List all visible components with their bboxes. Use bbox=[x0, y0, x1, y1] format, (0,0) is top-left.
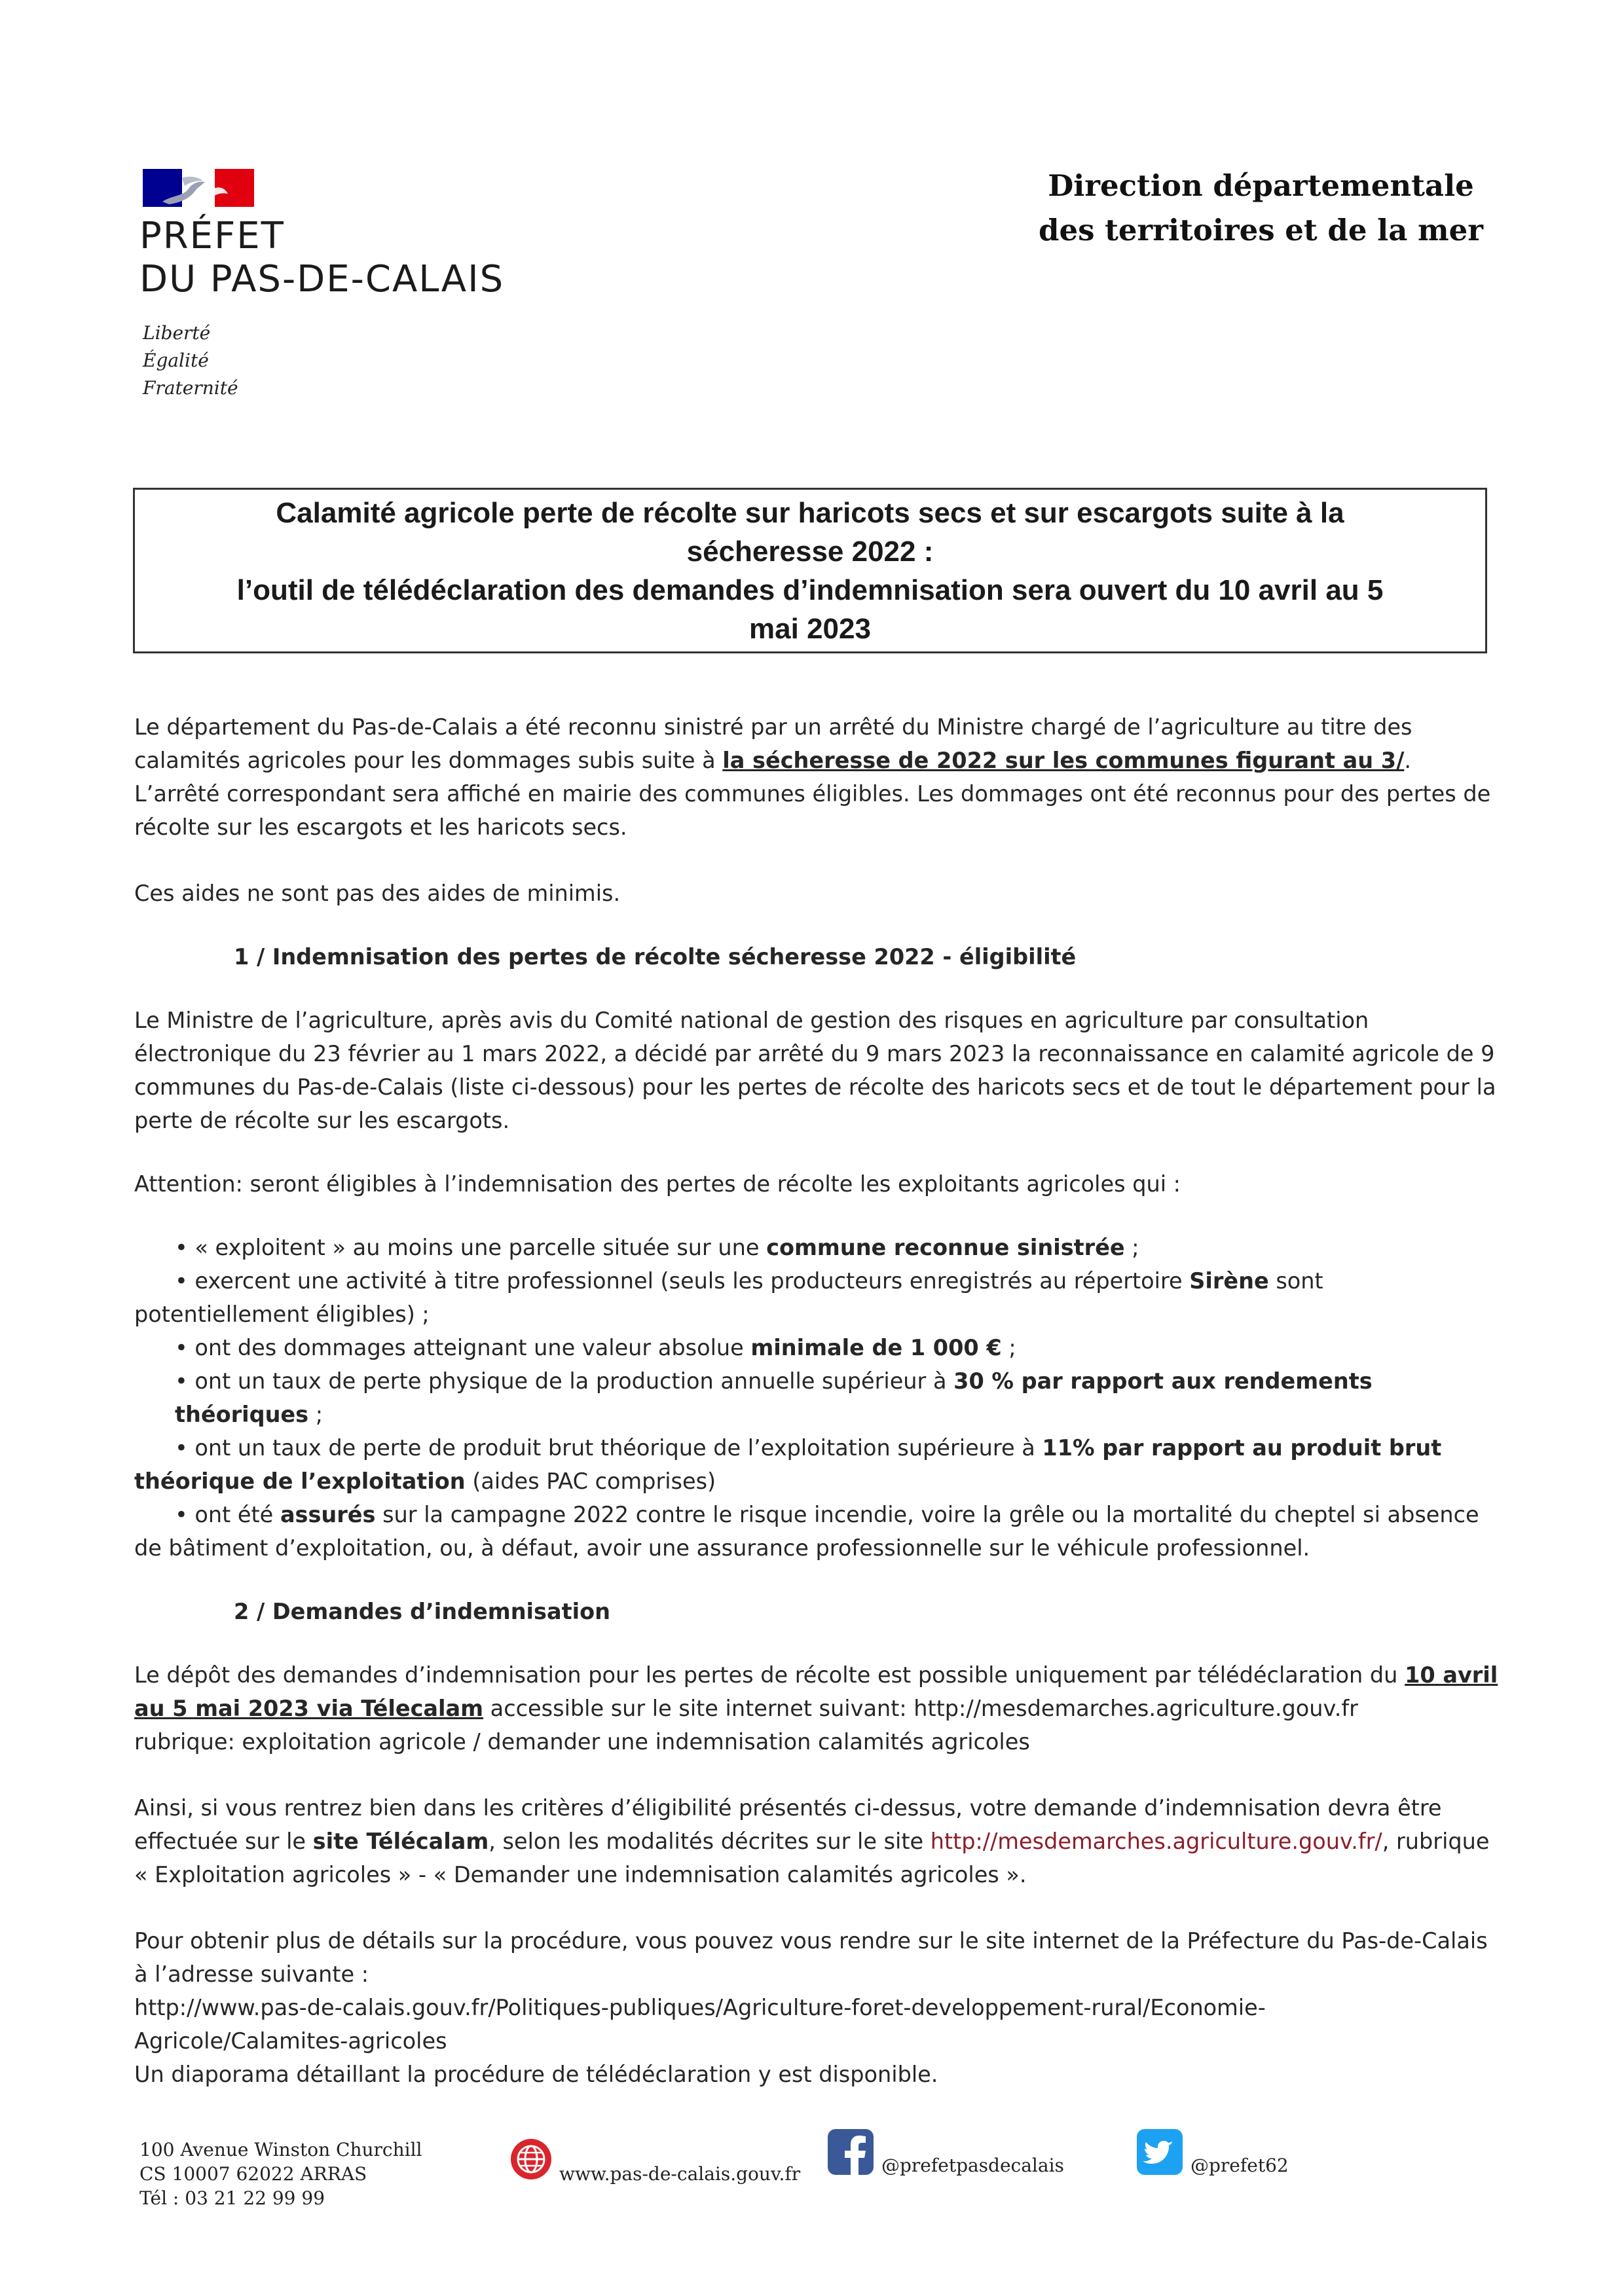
bullet-5-end: (aides PAC comprises) bbox=[465, 1468, 716, 1494]
marianne-logo-icon bbox=[143, 169, 254, 207]
bullet-1-end: ; bbox=[1124, 1235, 1139, 1260]
prefet-line-1: PRÉFET bbox=[139, 215, 285, 257]
deposit-dates-link: 10 avril au 5 mai 2023 via Télecalam bbox=[134, 1662, 1498, 1721]
facebook-icon bbox=[826, 2128, 875, 2176]
devise-fraternite: Fraternité bbox=[143, 377, 238, 399]
globe-icon bbox=[509, 2138, 553, 2181]
eligibility-bullet-4 bbox=[134, 1364, 1500, 1431]
eligibility-bullet-6 bbox=[134, 1498, 1500, 1565]
twitter-icon bbox=[1135, 2128, 1184, 2176]
website-link[interactable]: www.pas-de-calais.gouv.fr bbox=[559, 2163, 801, 2185]
intro-text-end: . L’arrêté correspondant sera affiché en mairie des communes éligibles. Les dommages ont été reconnus pour des pertes de récolte sur les escargots et les haricots secs. bbox=[134, 748, 1491, 840]
bullet-3-end: ; bbox=[1001, 1335, 1016, 1360]
footer-website[interactable] bbox=[509, 2138, 801, 2185]
eligibility-bullet-2 bbox=[134, 1264, 1500, 1331]
footer-facebook[interactable] bbox=[826, 2128, 1064, 2176]
bullet-1-bold: commune reconnue sinistrée bbox=[766, 1235, 1125, 1260]
prefecture-url-line-2[interactable]: Agricole/Calamites-agricoles bbox=[134, 2028, 447, 2054]
bullet-4-end: ; bbox=[308, 1402, 323, 1427]
document-title bbox=[168, 494, 1452, 648]
diaporama-text: Un diaporama détaillant la procédure de télédéclaration y est disponible. bbox=[134, 2062, 938, 2087]
telecalam-text-mid: , selon les modalités décrites sur le site bbox=[489, 1829, 931, 1854]
section2-heading: 2 / Demandes d’indemnisation bbox=[234, 1599, 610, 1624]
twitter-handle[interactable]: @prefet62 bbox=[1190, 2155, 1289, 2176]
title-line-1: Calamité agricole perte de récolte sur haricots secs et sur escargots suite à la bbox=[276, 496, 1344, 529]
eligibility-bullet-1 bbox=[134, 1231, 1500, 1264]
bullet-4-text: • ont un taux de perte physique de la production annuelle supérieur à bbox=[175, 1368, 954, 1394]
telecalam-bold: site Télécalam bbox=[312, 1829, 489, 1854]
prefet-title bbox=[139, 215, 504, 301]
telecalam-text-end: , rubrique « Exploitation agricoles » - « Demander une indemnisation calamités agricoles ». bbox=[134, 1829, 1490, 1887]
devise-liberte: Liberté bbox=[143, 322, 211, 344]
deposit-text-end: accessible sur le site internet suivant: http://mesdemarches.agriculture.gouv.fr bbox=[483, 1696, 1358, 1721]
bullet-5-text: • ont un taux de perte de produit brut théorique de l’exploitation supérieure à bbox=[175, 1435, 1043, 1461]
telecalam-text-start: Ainsi, si vous rentrez bien dans les critères d’éligibilité présentés ci-dessus, votre demande d’indemnisation devra être effectuée sur le bbox=[134, 1795, 1442, 1854]
bullet-3-bold: minimale de 1 000 € bbox=[750, 1335, 1002, 1360]
minimis-paragraph: Ces aides ne sont pas des aides de minimis. bbox=[134, 881, 621, 906]
facebook-handle[interactable]: @prefetpasdecalais bbox=[881, 2155, 1064, 2176]
deposit-text-start: Le dépôt des demandes d’indemnisation pour les pertes de récolte est possible uniquement par télédéclaration du bbox=[134, 1662, 1405, 1688]
prefecture-url-line-1[interactable]: http://www.pas-de-calais.gouv.fr/Politiques-publiques/Agriculture-foret-developpement-rural/Economie- bbox=[134, 1995, 1266, 2020]
intro-communes-link: la sécheresse de 2022 sur les communes figurant au 3/ bbox=[722, 748, 1405, 773]
document-title-box bbox=[133, 488, 1487, 653]
intro-text-start: Le département du Pas-de-Calais a été reconnu sinistré par un arrêté du Ministre chargé de l’agriculture au titre des calamités agricoles pour les dommages subis suite à bbox=[134, 714, 1412, 773]
direction-line-1: Direction départementale bbox=[1048, 168, 1474, 203]
eligibility-bullet-5 bbox=[134, 1431, 1500, 1498]
attention-paragraph: Attention: seront éligibles à l’indemnisation des pertes de récolte les exploitants agricoles qui : bbox=[134, 1171, 1181, 1197]
deposit-paragraph bbox=[134, 1658, 1500, 1758]
bullet-6-text: • ont été bbox=[175, 1502, 280, 1527]
title-line-2: sécheresse 2022 : bbox=[686, 535, 934, 568]
prefecture-text: Pour obtenir plus de détails sur la procédure, vous pouvez vous rendre sur le site internet de la Préfecture du Pas-de-Calais à l’adresse suivante : bbox=[134, 1928, 1488, 1987]
telecalam-paragraph bbox=[134, 1791, 1500, 1891]
address-line-1: 100 Avenue Winston Churchill bbox=[139, 2139, 422, 2160]
footer-twitter[interactable] bbox=[1135, 2128, 1289, 2176]
bullet-2-text: • exercent une activité à titre professionnel (seuls les producteurs enregistrés au répertoire bbox=[175, 1268, 1190, 1294]
section1-paragraph: Le Ministre de l’agriculture, après avis du Comité national de gestion des risques en agriculture par consultation électronique du 23 février au 1 mars 2022, a décidé par arrêté du 9 mars 2023 la reconnaissance en calamité agricole de 9 communes du Pas-de-Calais (liste ci-dessous) pour les pertes de récolte des haricots secs et de tout le département pour la perte de récolte sur les escargots. bbox=[134, 1008, 1496, 1133]
address-phone: Tél : 03 21 22 99 99 bbox=[139, 2187, 325, 2209]
bullet-1-text: • « exploitent » au moins une parcelle située sur une bbox=[175, 1235, 767, 1260]
footer-address bbox=[139, 2138, 422, 2210]
title-line-4: mai 2023 bbox=[749, 612, 871, 645]
mesdemarches-link[interactable]: http://mesdemarches.agriculture.gouv.fr/ bbox=[930, 1829, 1382, 1854]
devise-egalite: Égalité bbox=[143, 350, 209, 371]
document-body bbox=[134, 710, 1500, 2091]
direction-line-2: des territoires et de la mer bbox=[1039, 213, 1483, 247]
direction-heading bbox=[1039, 164, 1483, 253]
eligibility-bullet-3 bbox=[134, 1331, 1500, 1364]
prefecture-paragraph bbox=[134, 1924, 1500, 2091]
deposit-rubrique: rubrique: exploitation agricole / demander une indemnisation calamités agricoles bbox=[134, 1729, 1030, 1755]
intro-paragraph bbox=[134, 710, 1500, 844]
bullet-5-bold: 11% par rapport au produit brut théorique de l’exploitation bbox=[134, 1435, 1442, 1494]
bullet-2-end: sont potentiellement éligibles) ; bbox=[134, 1268, 1323, 1327]
bullet-6-end: sur la campagne 2022 contre le risque incendie, voire la grêle ou la mortalité du cheptel si absence de bâtiment d’exploitation, ou, à défaut, avoir une assurance professionnelle sur le véhicule professionnel. bbox=[134, 1502, 1479, 1561]
bullet-3-text: • ont des dommages atteignant une valeur absolue bbox=[175, 1335, 751, 1360]
bullet-4-bold: 30 % par rapport aux rendements théoriques bbox=[175, 1368, 1373, 1427]
devise bbox=[143, 319, 238, 402]
section1-heading: 1 / Indemnisation des pertes de récolte sécheresse 2022 - éligibilité bbox=[234, 944, 1077, 970]
bullet-6-bold: assurés bbox=[280, 1502, 376, 1527]
title-line-3: l’outil de télédéclaration des demandes d’indemnisation sera ouvert du 10 avril au 5 bbox=[236, 574, 1384, 606]
prefet-line-2: DU PAS-DE-CALAIS bbox=[139, 258, 505, 301]
bullet-2-bold: Sirène bbox=[1189, 1268, 1269, 1294]
address-line-2: CS 10007 62022 ARRAS bbox=[139, 2163, 367, 2185]
